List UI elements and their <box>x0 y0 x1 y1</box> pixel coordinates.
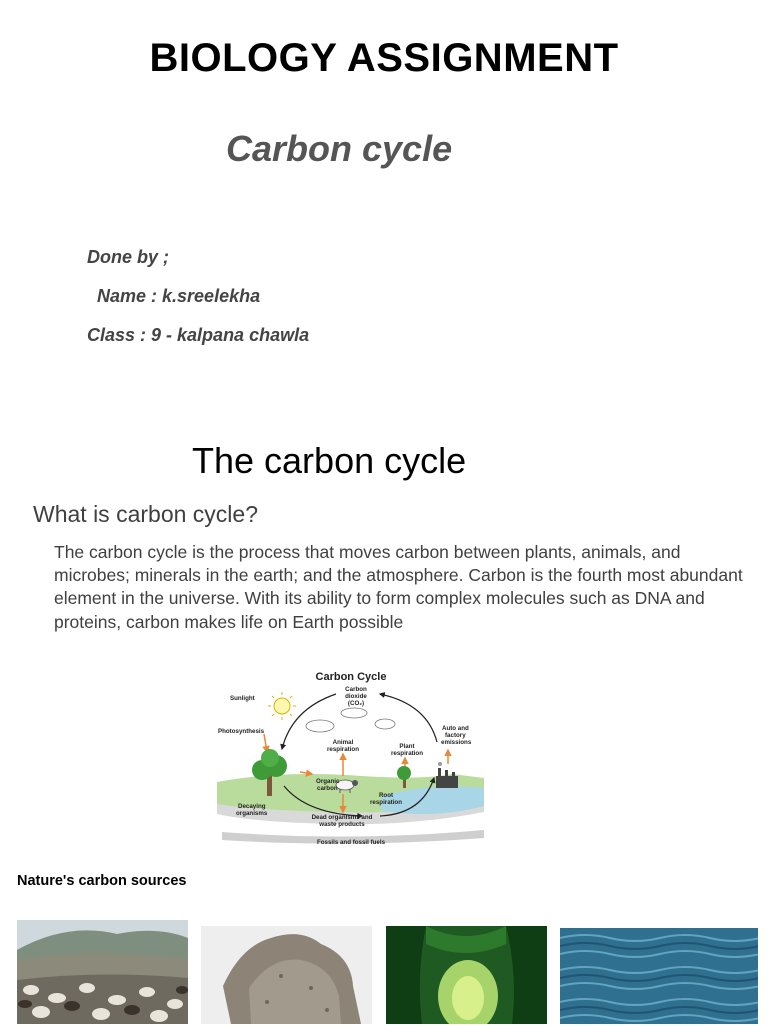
label-co2-3: (CO₂) <box>347 700 365 707</box>
label-photosynthesis: Photosynthesis <box>218 728 265 735</box>
label-co2-2: dioxide <box>345 693 367 700</box>
done-by-label: Done by ; <box>87 247 170 267</box>
label-organic-1: Organic <box>316 778 340 785</box>
label-plant-respiration-2: respiration <box>391 750 423 757</box>
label-co2-1: Carbon <box>345 686 367 693</box>
label-sunlight: Sunlight <box>230 695 255 702</box>
rock-photo <box>201 926 372 1030</box>
label-fossils: Fossils and fossil fuels <box>316 839 386 846</box>
section-title: The carbon cycle <box>192 440 467 481</box>
section-question: What is carbon cycle? <box>33 501 258 527</box>
label-dead-1: Dead organisms and <box>311 814 373 821</box>
ocean-photo <box>560 928 758 1032</box>
label-animal-respiration-1: Animal <box>332 739 354 746</box>
label-auto-2: factory <box>445 732 466 739</box>
label-decaying-2: organisms <box>236 810 268 817</box>
sources-title: Nature's carbon sources <box>17 873 187 889</box>
label-root-1: Root <box>378 792 394 799</box>
label-decaying-1: Decaying <box>238 803 266 810</box>
goats-photo <box>17 920 188 1024</box>
document-title: BIOLOGY ASSIGNMENT <box>149 36 619 80</box>
section-paragraph: The carbon cycle is the process that moves carbon between plants, animals, and microbes; minerals in the earth; and the atmosphere. Carbon is the fourth most abundant element in the universe. With its ability to form complex molecules such as DNA and proteins, carbon makes life on Earth possible <box>54 542 743 632</box>
carbon-cycle-svg <box>212 664 490 850</box>
label-auto-1: Auto and <box>442 725 469 732</box>
label-organic-2: carbon <box>317 785 338 792</box>
author-name: Name : k.sreelekha <box>97 286 261 306</box>
carbon-cycle-diagram <box>212 664 490 850</box>
label-plant-respiration-1: Plant <box>399 743 415 750</box>
diagram-title: Carbon Cycle <box>315 671 387 683</box>
author-class: Class : 9 - kalpana chawla <box>87 325 310 345</box>
forest-photo <box>386 926 547 1030</box>
document-subtitle: Carbon cycle <box>226 128 453 169</box>
label-auto-3: emissions <box>441 739 472 746</box>
label-animal-respiration-2: respiration <box>327 746 359 753</box>
label-dead-2: waste products <box>319 821 365 828</box>
label-root-2: respiration <box>370 799 402 806</box>
